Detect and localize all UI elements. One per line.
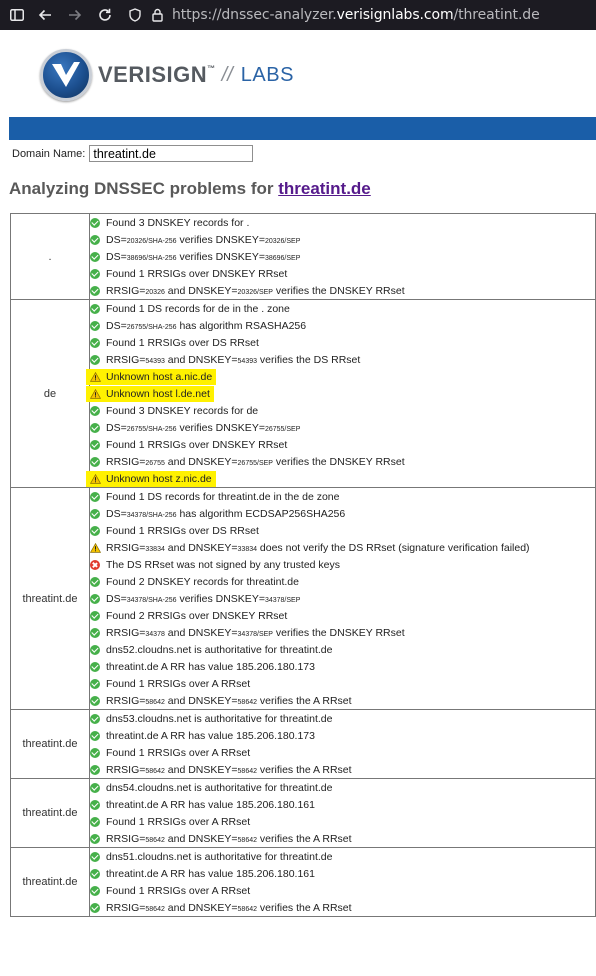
message-text (106, 268, 287, 280)
result-message (90, 848, 595, 865)
key-id: 20326/SHA-256 (126, 237, 177, 245)
message-fragment: RRSIG= (106, 455, 146, 468)
message-fragment: and DNSKEY= (164, 353, 238, 366)
key-id: 58642 (145, 905, 165, 913)
key-id: 34378/SEP (264, 596, 301, 604)
message-text (106, 525, 259, 537)
message-fragment: DS= (106, 319, 127, 332)
zone-messages (90, 214, 596, 300)
zone-name: de (11, 300, 90, 488)
message-fragment: verifies the A RRset (257, 901, 352, 914)
key-id: 26755/SEP (237, 459, 273, 467)
message-fragment: RRSIG= (106, 541, 146, 554)
header-bar (9, 117, 596, 140)
message-fragment: DS= (106, 507, 127, 520)
check-icon (90, 423, 100, 433)
result-message (86, 470, 595, 487)
message-text (106, 610, 287, 622)
message-fragment: verifies DNSKEY= (176, 250, 265, 263)
zone-messages (90, 488, 596, 710)
message-text (106, 627, 405, 639)
domain-form (12, 145, 253, 162)
message-fragment: verifies the DS RRset (257, 353, 361, 366)
check-icon (90, 577, 100, 587)
message-fragment: threatint.de A RR has value 185.206.180.161 (106, 867, 315, 880)
message-text (106, 234, 300, 246)
message-text (106, 799, 315, 811)
message-fragment: threatint.de A RR has value 185.206.180.173 (106, 729, 315, 742)
zone-messages (90, 710, 596, 779)
key-id: 58642 (145, 836, 165, 844)
result-message (90, 658, 595, 675)
check-icon (90, 748, 100, 758)
check-icon (90, 817, 100, 827)
message-fragment: Found 1 DS records for threatint.de in the de zone (106, 490, 340, 503)
message-fragment: RRSIG= (106, 284, 146, 297)
zone-row (11, 300, 596, 488)
message-text (106, 405, 258, 417)
result-message (86, 385, 595, 402)
check-icon (90, 492, 100, 502)
result-message (90, 248, 595, 265)
zone-messages (90, 300, 596, 488)
result-message (90, 607, 595, 624)
key-id: 33834 (237, 545, 257, 553)
message-text (106, 251, 300, 263)
warning-icon (90, 372, 101, 382)
zone-name: threatint.de (11, 488, 90, 710)
message-fragment: Found 1 RRSIGs over DNSKEY RRset (106, 438, 288, 451)
key-id: 20326/SEP (264, 237, 301, 245)
domain-link[interactable]: threatint.de (278, 179, 371, 198)
check-icon (90, 834, 100, 844)
result-message (90, 779, 595, 796)
zone-row (11, 488, 596, 710)
message-text (106, 217, 249, 229)
result-message (90, 334, 595, 351)
check-icon (90, 679, 100, 689)
result-message (90, 453, 595, 470)
message-text (106, 320, 306, 332)
check-icon (90, 252, 100, 262)
zone-name: . (11, 214, 90, 300)
check-icon (90, 886, 100, 896)
result-message (90, 419, 595, 436)
result-message (90, 300, 595, 317)
message-text (106, 885, 250, 897)
message-text (106, 491, 339, 503)
result-message (90, 692, 595, 709)
zone-name: threatint.de (11, 710, 90, 779)
result-message (90, 710, 595, 727)
message-text (106, 678, 250, 690)
key-id: 34378/SEP (237, 630, 273, 638)
zone-row (11, 710, 596, 779)
check-icon (90, 869, 100, 879)
message-text (106, 816, 250, 828)
message-fragment: and DNSKEY= (164, 901, 238, 914)
message-text (106, 713, 332, 725)
message-text (106, 559, 340, 571)
message-fragment: dns51.cloudns.net is authoritative for threatint.de (106, 850, 333, 863)
message-text (106, 644, 332, 656)
message-fragment: verifies DNSKEY= (176, 592, 265, 605)
message-fragment: and DNSKEY= (164, 763, 238, 776)
labs-label: LABS (240, 63, 294, 86)
check-icon (90, 355, 100, 365)
key-id: 54393 (145, 357, 165, 365)
check-icon (90, 852, 100, 862)
logo-slashes: // (221, 63, 233, 86)
message-text (106, 747, 250, 759)
check-icon (90, 662, 100, 672)
back-arrow-icon[interactable] (34, 0, 56, 30)
key-id: 20326/SEP (237, 288, 273, 296)
check-icon (90, 457, 100, 467)
check-icon (90, 765, 100, 775)
result-message (90, 796, 595, 813)
url-prefix: https://dnssec-analyzer. (172, 7, 337, 23)
result-message (90, 641, 595, 658)
warning-icon (90, 543, 101, 553)
message-fragment: Unknown host a.nic.de (106, 370, 213, 383)
message-text (106, 422, 300, 434)
message-fragment: Unknown host z.nic.de (106, 472, 212, 485)
lock-icon[interactable] (146, 0, 168, 30)
message-fragment: RRSIG= (106, 763, 146, 776)
check-icon (90, 628, 100, 638)
check-icon (90, 594, 100, 604)
browser-toolbar (0, 0, 596, 30)
check-icon (90, 321, 100, 331)
message-fragment: RRSIG= (106, 353, 146, 366)
warning-icon (90, 389, 101, 399)
message-text (106, 439, 287, 451)
message-fragment: Unknown host l.de.net (106, 387, 210, 400)
result-message (86, 368, 595, 385)
message-text (106, 764, 352, 776)
forward-arrow-icon[interactable] (64, 0, 86, 30)
message-text (106, 833, 352, 845)
warning-icon (90, 474, 101, 484)
message-fragment: DS= (106, 592, 127, 605)
key-id: 58642 (237, 767, 257, 775)
result-message (90, 265, 595, 282)
message-text (106, 730, 315, 742)
result-message (90, 813, 595, 830)
message-text (106, 303, 290, 315)
zone-messages (90, 779, 596, 848)
key-id: 58642 (237, 836, 257, 844)
domain-name-label: Domain Name: (12, 147, 86, 160)
check-icon (90, 526, 100, 536)
error-icon (90, 560, 100, 570)
page-title: Analyzing DNSSEC problems for threatint.de (9, 179, 371, 198)
message-text (106, 542, 530, 554)
result-message (90, 624, 595, 641)
message-fragment: RRSIG= (106, 901, 146, 914)
key-id: 20326 (145, 288, 165, 296)
message-fragment: and DNSKEY= (164, 541, 238, 554)
key-id: 26755/SHA-256 (126, 323, 177, 331)
result-message (90, 402, 595, 419)
domain-name-input[interactable] (89, 145, 253, 162)
message-fragment: does not verify the DS RRset (signature verification failed) (257, 541, 530, 554)
check-icon (90, 269, 100, 279)
message-fragment: Found 1 RRSIGs over DS RRset (106, 336, 259, 349)
check-icon (90, 783, 100, 793)
result-message (90, 214, 595, 231)
results-table (10, 213, 596, 917)
result-message (90, 539, 595, 556)
verisign-labs-logo[interactable] (40, 45, 294, 105)
key-id: 38696/SEP (264, 254, 301, 262)
message-fragment: DS= (106, 233, 127, 246)
message-text (106, 593, 300, 605)
message-fragment: Found 1 DS records for de in the . zone (106, 302, 290, 315)
url-path: /threatint.de (453, 7, 540, 23)
key-id: 58642 (237, 698, 257, 706)
sidebar-toggle-icon[interactable] (6, 0, 28, 30)
message-fragment: dns52.cloudns.net is authoritative for threatint.de (106, 643, 333, 656)
key-id: 26755/SEP (264, 425, 301, 433)
message-fragment: and DNSKEY= (164, 626, 238, 639)
check-icon (90, 304, 100, 314)
result-message (90, 675, 595, 692)
message-fragment: dns54.cloudns.net is authoritative for threatint.de (106, 781, 333, 794)
message-fragment: verifies the DNSKEY RRset (272, 626, 405, 639)
check-icon (90, 696, 100, 706)
result-message (90, 830, 595, 847)
check-icon (90, 731, 100, 741)
check-icon (90, 903, 100, 913)
address-bar[interactable] (172, 7, 540, 23)
message-fragment: Found 2 DNSKEY records for threatint.de (106, 575, 299, 588)
key-id: 58642 (237, 905, 257, 913)
message-fragment: verifies the A RRset (257, 763, 352, 776)
message-fragment: dns53.cloudns.net is authoritative for threatint.de (106, 712, 333, 725)
key-id: 54393 (237, 357, 257, 365)
reload-icon[interactable] (94, 0, 116, 30)
key-id: 34378/SHA-256 (126, 511, 177, 519)
check-icon (90, 286, 100, 296)
key-id: 26755/SHA-256 (126, 425, 177, 433)
message-fragment: verifies the A RRset (257, 832, 352, 845)
zone-row (11, 779, 596, 848)
zone-messages (90, 848, 596, 917)
key-id: 34378 (145, 630, 165, 638)
message-text (106, 456, 405, 468)
message-fragment: has algorithm ECDSAP256SHA256 (176, 507, 346, 520)
result-message (90, 282, 595, 299)
message-text (106, 782, 332, 794)
message-fragment: verifies the A RRset (257, 694, 352, 707)
zone-name: threatint.de (11, 848, 90, 917)
message-text (106, 354, 360, 366)
message-fragment: and DNSKEY= (164, 832, 238, 845)
result-message (90, 317, 595, 334)
result-message (90, 573, 595, 590)
message-fragment: verifies the DNSKEY RRset (272, 455, 405, 468)
message-fragment: Found 3 DNSKEY records for . (106, 216, 250, 229)
message-fragment: verifies the DNSKEY RRset (272, 284, 405, 297)
message-fragment: Found 1 RRSIGs over A RRset (106, 884, 251, 897)
result-message (90, 882, 595, 899)
message-fragment: Found 1 RRSIGs over A RRset (106, 815, 251, 828)
result-message (90, 488, 595, 505)
key-id: 58642 (145, 698, 165, 706)
check-icon (90, 406, 100, 416)
check-icon (90, 645, 100, 655)
key-id: 33834 (145, 545, 165, 553)
message-text (106, 576, 299, 588)
check-icon (90, 235, 100, 245)
verisign-checkmark-icon (40, 49, 92, 101)
message-text (106, 695, 352, 707)
message-fragment: RRSIG= (106, 694, 146, 707)
result-message (90, 744, 595, 761)
message-fragment: verifies DNSKEY= (176, 233, 265, 246)
brand-name: VERISIGN™ (98, 62, 216, 87)
message-text (106, 371, 212, 383)
message-fragment: has algorithm RSASHA256 (176, 319, 307, 332)
message-text (106, 902, 352, 914)
check-icon (90, 509, 100, 519)
message-fragment: Found 3 DNSKEY records for de (106, 404, 259, 417)
message-fragment: Found 1 RRSIGs over A RRset (106, 746, 251, 759)
url-domain: verisignlabs.com (336, 7, 454, 23)
check-icon (90, 714, 100, 724)
message-fragment: Found 1 RRSIGs over A RRset (106, 677, 251, 690)
key-id: 38696/SHA-256 (126, 254, 177, 262)
zone-row (11, 848, 596, 917)
message-fragment: The DS RRset was not signed by any trusted keys (106, 558, 341, 571)
message-text (106, 851, 332, 863)
result-message (90, 727, 595, 744)
message-text (106, 473, 212, 485)
result-message (90, 865, 595, 882)
result-message (90, 505, 595, 522)
zone-row (11, 214, 596, 300)
message-fragment: threatint.de A RR has value 185.206.180.161 (106, 798, 315, 811)
result-message (90, 761, 595, 778)
key-id: 26755 (145, 459, 165, 467)
shield-icon[interactable] (124, 0, 146, 30)
result-message (90, 590, 595, 607)
result-message (90, 556, 595, 573)
message-fragment: DS= (106, 250, 127, 263)
key-id: 58642 (145, 767, 165, 775)
message-text (106, 661, 315, 673)
message-fragment: Found 1 RRSIGs over DNSKEY RRset (106, 267, 288, 280)
message-fragment: RRSIG= (106, 832, 146, 845)
message-fragment: and DNSKEY= (164, 284, 238, 297)
key-id: 34378/SHA-256 (126, 596, 177, 604)
result-message (90, 899, 595, 916)
message-fragment: Found 1 RRSIGs over DS RRset (106, 524, 259, 537)
message-fragment: DS= (106, 421, 127, 434)
message-fragment: and DNSKEY= (164, 694, 238, 707)
message-fragment: verifies DNSKEY= (176, 421, 265, 434)
check-icon (90, 611, 100, 621)
result-message (90, 231, 595, 248)
message-text (106, 508, 345, 520)
message-fragment: RRSIG= (106, 626, 146, 639)
message-text (106, 868, 315, 880)
message-text (106, 285, 405, 297)
result-message (90, 436, 595, 453)
result-message (90, 522, 595, 539)
message-fragment: Found 2 RRSIGs over DNSKEY RRset (106, 609, 288, 622)
message-text (106, 337, 259, 349)
zone-name: threatint.de (11, 779, 90, 848)
check-icon (90, 800, 100, 810)
check-icon (90, 440, 100, 450)
result-message (90, 351, 595, 368)
message-fragment: and DNSKEY= (164, 455, 238, 468)
message-fragment: threatint.de A RR has value 185.206.180.173 (106, 660, 315, 673)
check-icon (90, 218, 100, 228)
message-text (106, 388, 210, 400)
check-icon (90, 338, 100, 348)
